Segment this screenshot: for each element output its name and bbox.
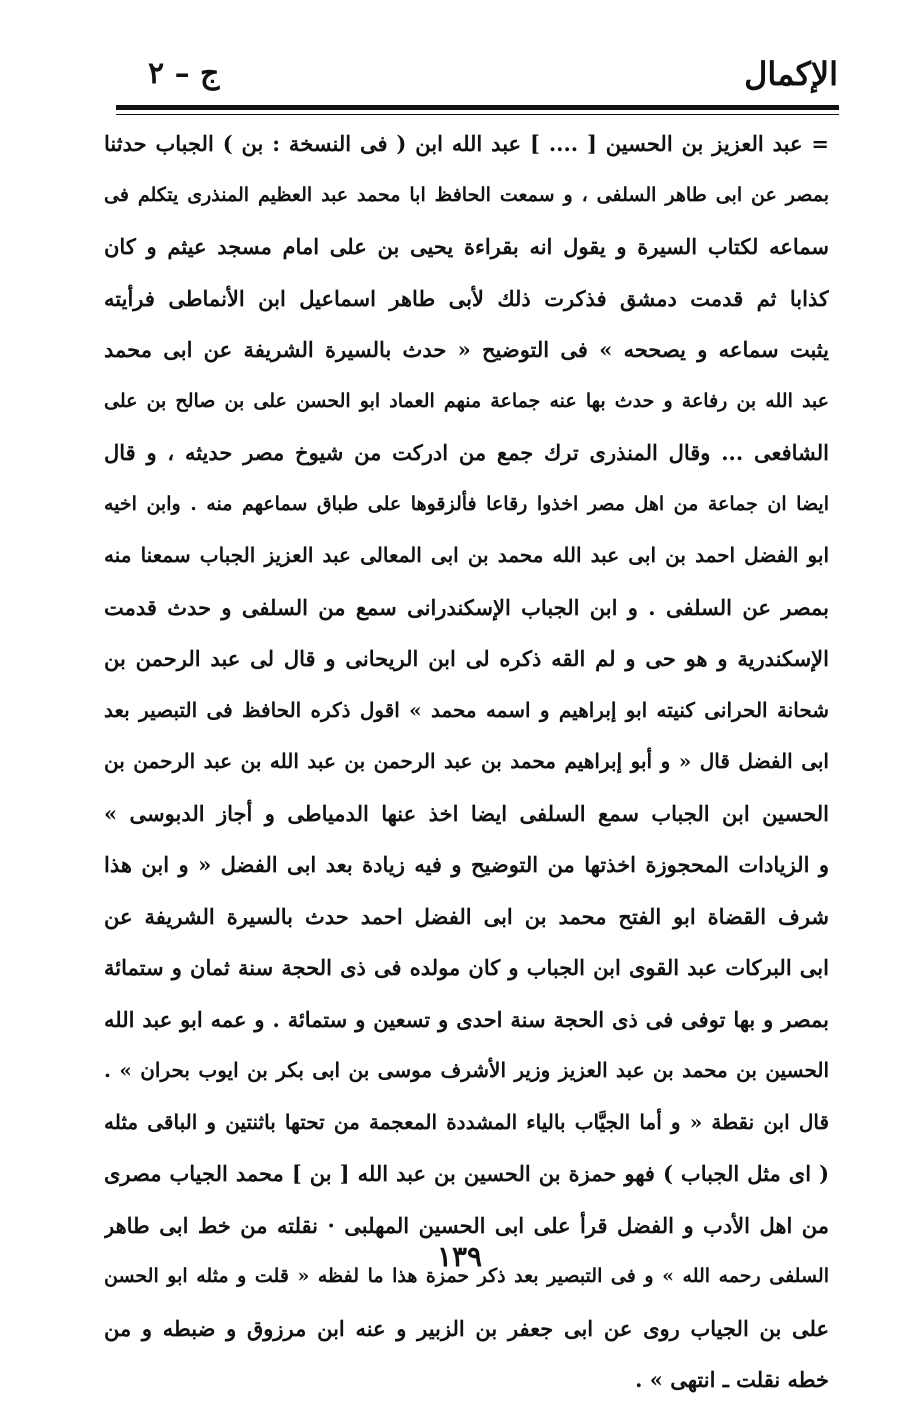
text-line: سماعه لكتاب السيرة و يقول انه بقراءة يحيى بن على امام مسجد عيثم و كان <box>104 234 829 259</box>
text-line: يثبت سماعه و يصححه » فى التوضيح « حدث بالسيرة الشريفة عن ابى محمد <box>104 337 829 362</box>
text-line: ايضا ان جماعة من اهل مصر اخذوا رقاعا فألزقوها على طباق سماعهم منه . وابن اخيه <box>104 492 829 515</box>
text-line: الإسكندرية و هو حى و لم القه ذكره لى ابن الريحانى و قال لى عبد الرحمن بن <box>104 646 829 671</box>
text-line: بمصر و بها توفى فى ذى الحجة سنة احدى و تسعين و ستمائة . و عمه ابو عبد الله <box>104 1006 829 1032</box>
header-rule-thin <box>116 114 839 115</box>
page-number: ١٣٩ <box>436 1240 483 1273</box>
text-line: الشافعى ... وقال المنذرى ترك جمع من ادركت من شيوخ مصر حديثه ، و قال <box>104 440 829 465</box>
text-line: الحسين بن محمد بن عبد العزيز وزير الأشرف موسى بن ابى بكر بن ايوب بحران » . <box>104 1058 829 1082</box>
body-text <box>104 118 829 1406</box>
text-line: ( اى مثل الجباب ) فهو حمزة بن الحسين بن عبد الله [ بن ] محمد الجياب مصرى <box>104 1161 829 1186</box>
text-line: شحانة الحرانى كنيته ابو إبراهيم و اسمه محمد » اقول ذكره الحافظ فى التبصير بعد <box>104 697 829 722</box>
text-line: و الزيادات المحجوزة اخذتها من التوضيح و فيه زيادة بعد ابى الفضل « و ابن هذا <box>104 852 829 877</box>
text-line: قال ابن نقطة « و أما الجيَّاب بالياء المشددة المعجمة من تحتها باثنتين و الباقى مثله <box>104 1109 829 1134</box>
book-title: الإكمال <box>744 55 838 93</box>
text-line: ابو الفضل احمد بن ابى عبد الله محمد بن ابى المعالى عبد العزيز الجباب سمعنا منه <box>104 543 829 567</box>
text-line: = عبد العزيز بن الحسين [ .... ] عبد الله ابن ( فى النسخة : بن ) الجباب حدثنا <box>104 131 829 156</box>
text-line: عبد الله بن رفاعة و حدث بها عنه جماعة منهم العماد ابو الحسن على بن صالح بن على <box>104 389 829 412</box>
text-line: الحسين ابن الجباب سمع السلفى ايضا اخذ عنها الدمياطى و أجاز الدبوسى » <box>104 800 829 826</box>
text-line: على بن الجياب روى عن ابى جعفر بن الزبير و عنه ابن مرزوق و ضبطه و من <box>104 1315 829 1341</box>
text-line: بمصر عن ابى طاهر السلفى ، و سمعت الحافظ ابا محمد عبد العظيم المنذرى يتكلم فى <box>104 183 829 206</box>
text-line: السلفى رحمه الله » و فى التبصير بعد ذكر حمزة هذا ما لفظه « قلت و مثله ابو الحسن <box>104 1265 829 1287</box>
text-line: بمصر عن السلفى . و ابن الجباب الإسكندرانى سمع من السلفى و حدث قدمت <box>104 594 829 620</box>
running-header <box>118 52 838 98</box>
text-line: شرف القضاة ابو الفتح محمد بن ابى الفضل احمد حدث بالسيرة الشريفة عن <box>104 903 829 929</box>
header-rule-thick <box>116 105 839 110</box>
volume-number: ج – ٢ <box>148 56 220 91</box>
text-line: ابى الفضل قال « و أبو إبراهيم محمد بن عبد الرحمن بن عبد الله بن عبد الرحمن بن <box>104 749 829 773</box>
text-line: خطه نقلت ـ انتهى » . <box>635 1367 829 1392</box>
text-line: ابى البركات عبد القوى ابن الجباب و كان مولده فى ذى الحجة سنة ثمان و ستمائة <box>104 955 829 980</box>
text-line: كذابا ثم قدمت دمشق فذكرت ذلك لأبى طاهر اسماعيل ابن الأنماطى فرأيته <box>104 285 829 311</box>
text-line: من اهل الأدب و الفضل قرأ على ابى الحسين المهلبى · نقلته من خط ابى طاهر <box>104 1212 829 1238</box>
